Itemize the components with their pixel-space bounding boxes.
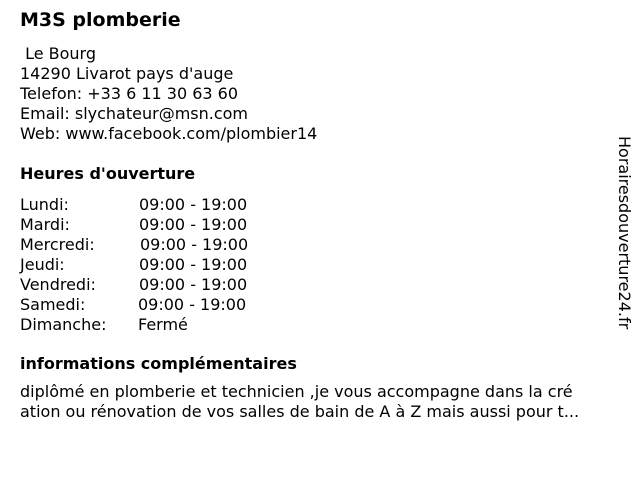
address-street: Le Bourg bbox=[20, 44, 97, 63]
site-watermark: Horairesdouverture24.fr bbox=[615, 136, 634, 330]
day-label: Jeudi: bbox=[20, 255, 65, 274]
day-label: Mardi: bbox=[20, 215, 70, 234]
day-time: 09:00 - 19:00 bbox=[140, 235, 249, 254]
info-line: ation ou rénovation de vos salles de bain de A à Z mais aussi pour t... bbox=[20, 402, 580, 421]
info-text bbox=[20, 382, 632, 422]
day-label: Vendredi: bbox=[20, 275, 96, 294]
day-label: Mercredi: bbox=[20, 235, 95, 254]
contact-block bbox=[20, 44, 317, 144]
info-heading: informations complémentaires bbox=[20, 354, 297, 373]
business-name: M3S plomberie bbox=[20, 9, 181, 31]
day-time: 09:00 - 19:00 bbox=[139, 255, 248, 274]
info-line: diplômé en plomberie et technicien ,je vous accompagne dans la cré bbox=[20, 382, 573, 401]
day-time: 09:00 - 19:00 bbox=[139, 275, 248, 294]
day-label: Dimanche: bbox=[20, 315, 107, 334]
email-line: Email: slychateur@msn.com bbox=[20, 104, 249, 123]
day-label: Lundi: bbox=[20, 195, 69, 214]
day-time: 09:00 - 19:00 bbox=[138, 295, 247, 314]
phone-line: Telefon: +33 6 11 30 63 60 bbox=[20, 84, 239, 103]
web-line: Web: www.facebook.com/plombier14 bbox=[20, 124, 318, 143]
hours-heading: Heures d'ouverture bbox=[20, 164, 196, 183]
day-time: Fermé bbox=[138, 315, 188, 334]
day-label: Samedi: bbox=[20, 295, 86, 314]
day-time: 09:00 - 19:00 bbox=[139, 215, 248, 234]
address-city: 14290 Livarot pays d'auge bbox=[20, 64, 234, 83]
day-time: 09:00 - 19:00 bbox=[139, 195, 248, 214]
